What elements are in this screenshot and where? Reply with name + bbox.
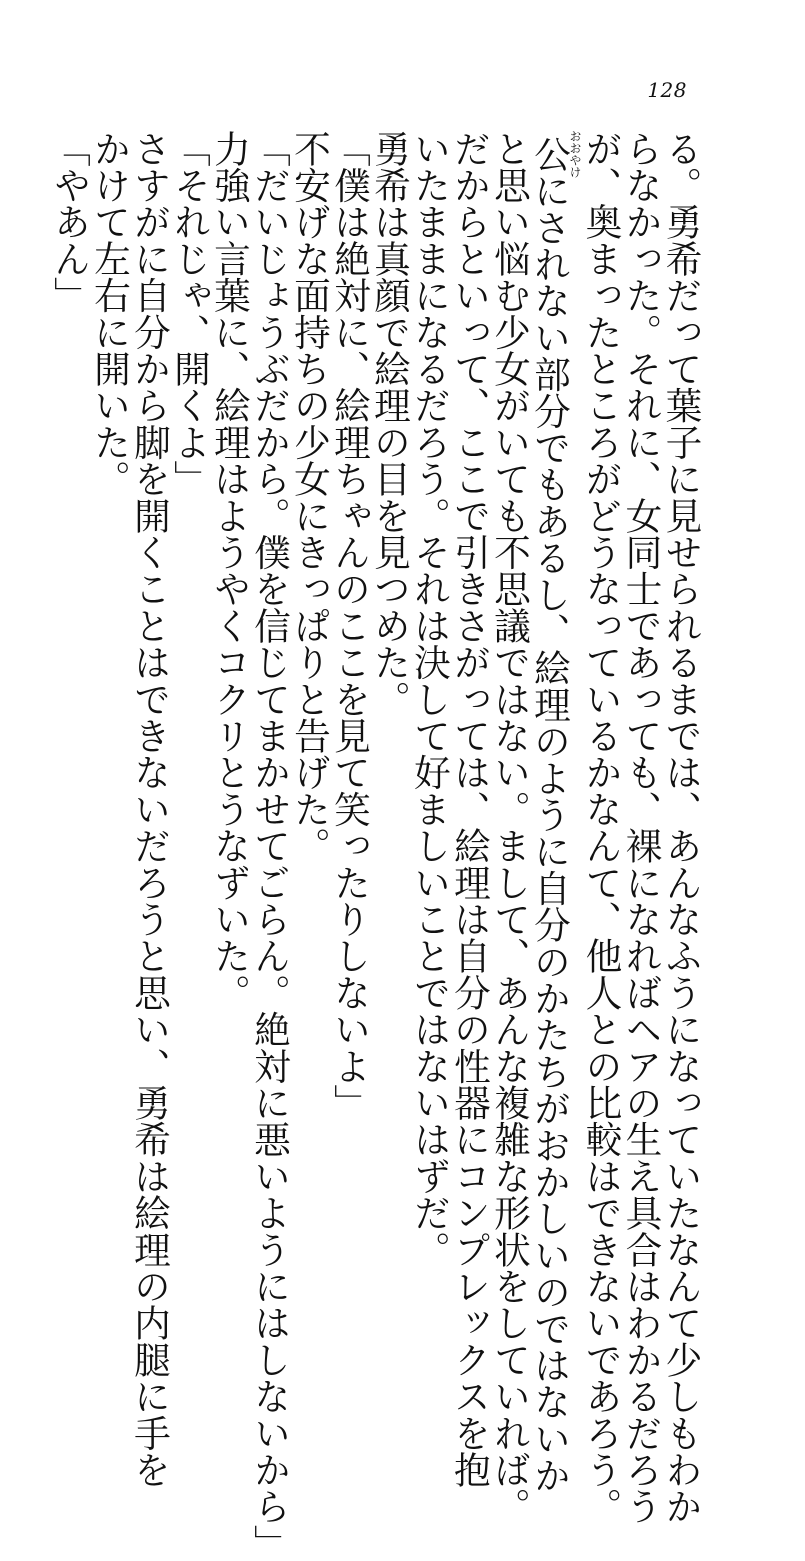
text-line-2: らなかった。それに、女同士であっても、裸になればヘアの生え具合はわかるだろう (620, 130, 663, 1525)
ruby-reading: おおやけ (568, 130, 582, 178)
text-line-12: 力強い言葉に、絵理はようやくコクリとうなずいた。 (208, 130, 252, 1011)
text-line-14: さすがに自分から脚を開くことはできないだろうと思い、勇希は絵理の内腿に手を (128, 130, 172, 1488)
text-line-7: いたままになるだろう。それは決して好ましいことではないはずだ。 (408, 130, 452, 1268)
text-line-6: だからといって、ここで引きさがっては、絵理は自分の性器にコンプレックスを抱 (448, 130, 492, 1488)
text-line-15: かけて左右に開いた。 (88, 130, 132, 497)
text-line-9: 「僕は絶対に、絵理ちゃんのここを見て笑ったりしないよ」 (328, 130, 372, 1121)
text-line-4 (528, 130, 582, 1494)
text-line-1: る。勇希だって葉子に見せられるまでは、あんなふうになっていたなんて少しもわか (660, 130, 703, 1525)
text-line-3: が、奥まったところがどうなっているかなんて、他人との比較はできないであろう。 (580, 130, 623, 1525)
ruby-word (528, 130, 582, 178)
ruby-base: 公 (528, 130, 572, 178)
text-line-8: 勇希は真顔で絵理の目を見つめた。 (368, 130, 412, 718)
text-line-4-rest: にされない部分でもあるし、絵理のように自分のかたちがおかしいのではないか (528, 172, 572, 1494)
page-number: 128 (647, 78, 687, 102)
text-line-13: 「それじゃ、開くよ」 (168, 130, 212, 497)
text-line-10: 不安げな面持ちの少女にきっぱりと告げた。 (288, 130, 332, 864)
text-line-5: と思い悩む少女がいても不思議ではない。まして、あんな複雑な形状をしていれば。 (488, 130, 532, 1525)
body-text (48, 130, 703, 1561)
text-line-16: 「やあん」 (48, 130, 92, 314)
text-line-11: 「だいじょうぶだから。僕を信じてまかせてごらん。絶対に悪いようにはしないから」 (248, 130, 292, 1561)
